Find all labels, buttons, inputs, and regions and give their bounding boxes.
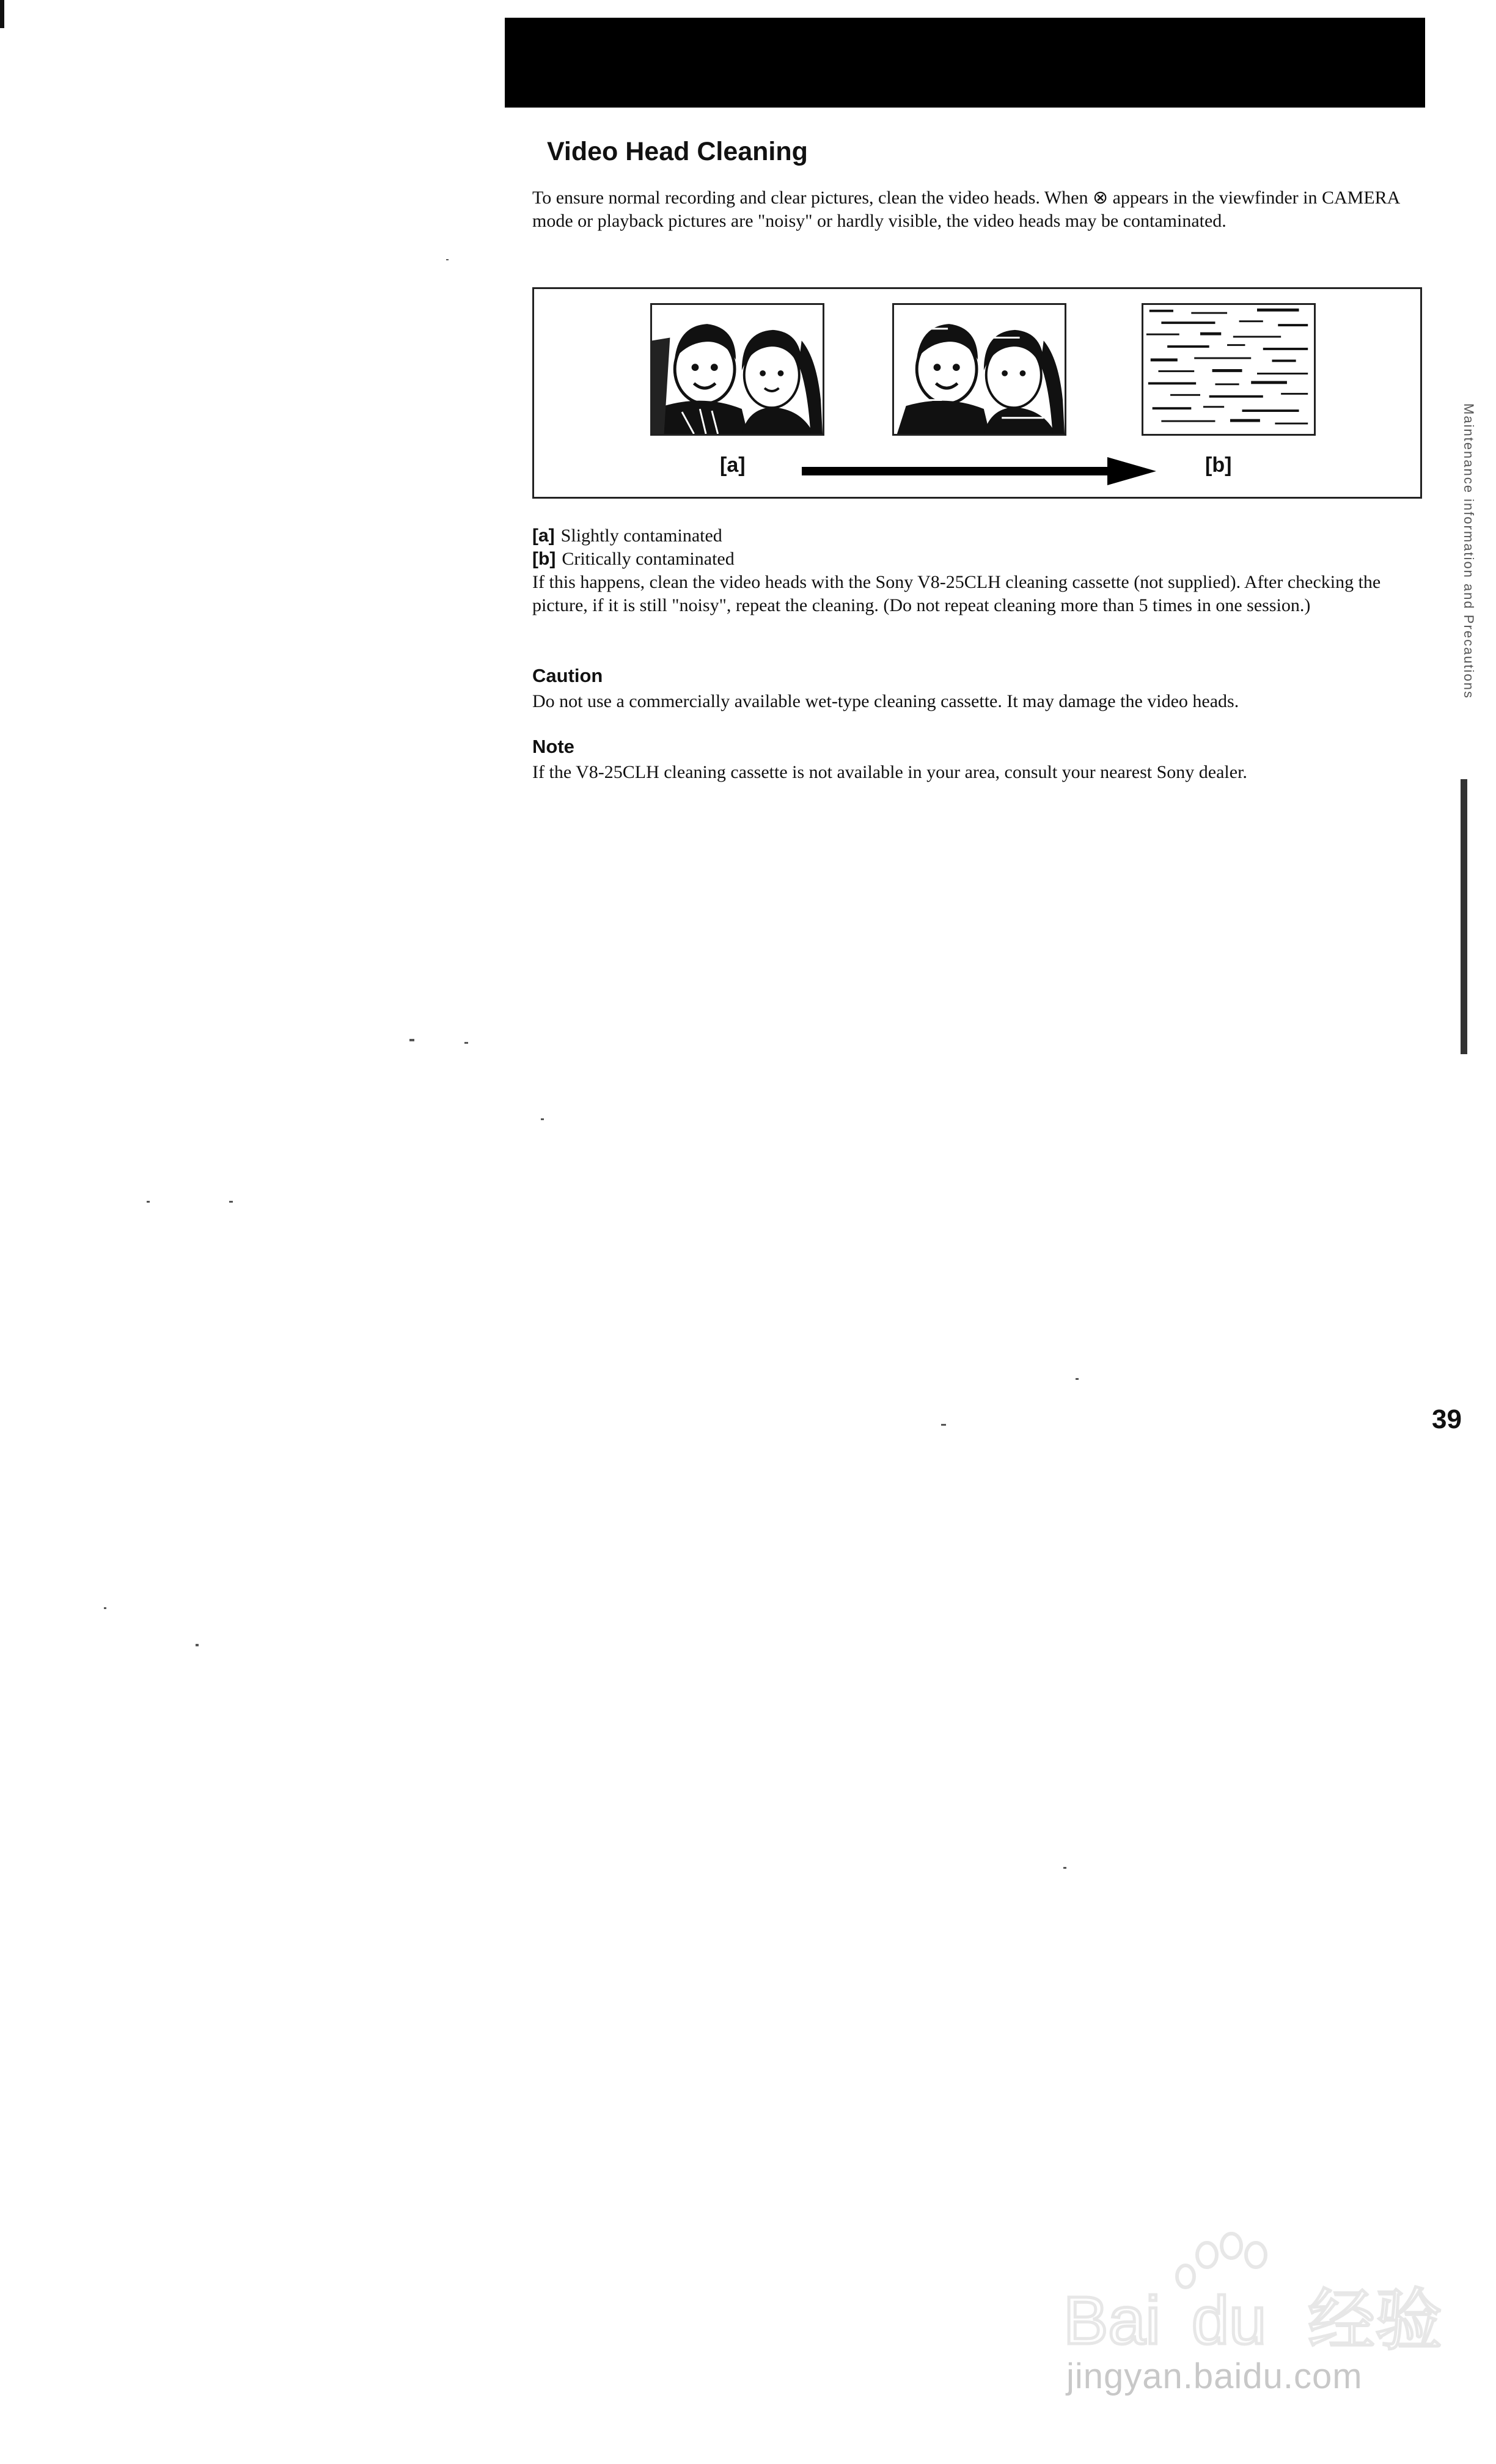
cleaning-instructions: If this happens, clean the video heads with the Sony V8-25CLH cleaning cassette (not supplied). After checking the picture, if it is still "noisy", repeat the cleaning. (Do not repeat cleaning more than 5 times in one session.)	[532, 572, 1381, 615]
scan-speck	[229, 1201, 233, 1203]
legend-text-a: Slightly contaminated	[560, 526, 722, 546]
caution-heading: Caution	[532, 665, 603, 686]
scan-speck	[1063, 1867, 1066, 1869]
page-edge-mark	[0, 0, 4, 28]
figure-label-b: [b]	[1205, 453, 1232, 477]
critically-contaminated-image	[1142, 303, 1316, 436]
scan-speck	[464, 1042, 468, 1044]
legend-tag-a: [a]	[532, 526, 555, 546]
note-text: If the V8-25CLH cleaning cassette is not available in your area, consult your nearest Sony dealer.	[532, 762, 1247, 782]
caution-text: Do not use a commercially available wet-type cleaning cassette. It may damage the video heads.	[532, 691, 1239, 711]
side-section-tab	[1461, 403, 1475, 764]
slightly-contaminated-noisy-image	[892, 303, 1066, 436]
legend-item-a	[532, 524, 722, 548]
svg-text:Bai: Bai	[1063, 2283, 1160, 2358]
scan-speck	[196, 1644, 199, 1646]
progression-arrow	[802, 457, 1156, 485]
scan-speck	[941, 1424, 946, 1426]
scan-speck	[104, 1607, 106, 1609]
scan-speck	[147, 1201, 150, 1203]
scan-speck	[409, 1039, 414, 1041]
side-tab-label: Maintenance information and Precautions	[1461, 403, 1476, 700]
note-heading: Note	[532, 736, 574, 757]
legend-text-b: Critically contaminated	[562, 549, 735, 569]
svg-text:经验: 经验	[1308, 2283, 1442, 2358]
legend-item-b	[532, 548, 735, 571]
page-number: 39	[1432, 1404, 1462, 1434]
svg-text:du: du	[1192, 2283, 1267, 2358]
intro-paragraph: To ensure normal recording and clear pictures, clean the video heads. When ⊗ appears in the viewfinder in CAMERA mode or playback pictures are "noisy" or hardly visible, the video heads may be contaminated.	[532, 188, 1399, 231]
scan-speck	[541, 1118, 544, 1120]
scan-speck	[446, 259, 449, 260]
side-section-bar	[1461, 779, 1467, 1054]
figure-label-a: [a]	[720, 453, 746, 477]
section-heading: Video Head Cleaning	[547, 137, 808, 166]
header-bar	[505, 18, 1425, 108]
watermark-url: jingyan.baidu.com	[1066, 2356, 1363, 2396]
legend-tag-b: [b]	[532, 549, 556, 569]
scan-speck	[1076, 1378, 1079, 1380]
slightly-contaminated-image	[650, 303, 824, 436]
